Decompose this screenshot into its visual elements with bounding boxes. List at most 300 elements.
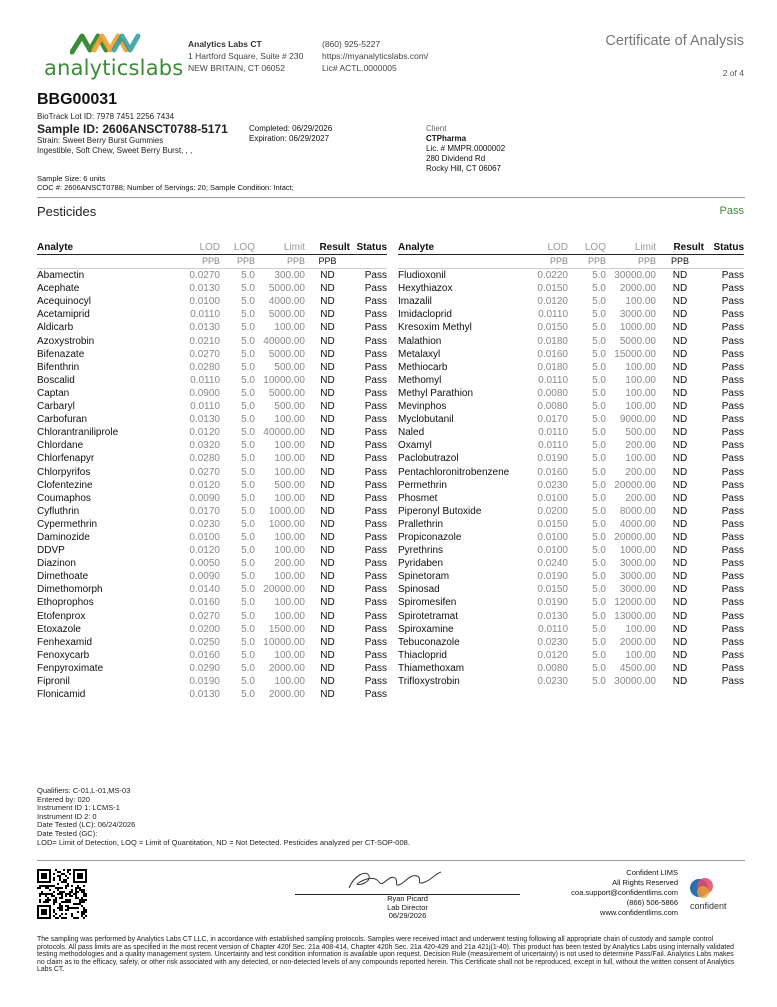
- table-row: [398, 649, 744, 662]
- analyte-name: Paclobutrazol: [398, 453, 459, 465]
- lod-value: 0.0160: [189, 649, 220, 661]
- table-row: [37, 361, 387, 374]
- lod-value: 0.0900: [189, 387, 220, 399]
- status-value: Pass: [721, 322, 744, 334]
- analyte-name: Spirotetramat: [398, 610, 459, 622]
- result-value: ND: [672, 453, 688, 465]
- result-value: ND: [672, 649, 688, 661]
- analyte-name: Thiamethoxam: [398, 662, 465, 674]
- table-row: [398, 387, 744, 400]
- limit-value: 30000.00: [614, 270, 656, 282]
- analyte-name: Trifloxystrobin: [398, 676, 460, 687]
- lod-value: 0.0150: [537, 322, 568, 334]
- table-row: [37, 452, 387, 465]
- unit-limit: PPB: [255, 255, 305, 269]
- loq-value: 5.0: [241, 270, 255, 282]
- lod-value: 0.0110: [538, 374, 568, 386]
- analyte-name: Fipronil: [37, 676, 70, 687]
- result-value: ND: [672, 571, 688, 583]
- table-row: [398, 623, 744, 636]
- limit-value: 1000.00: [268, 518, 305, 530]
- result-value: ND: [672, 283, 688, 295]
- analyte-name: Acephate: [37, 283, 80, 295]
- table-row: [398, 439, 744, 452]
- loq-value: 5.0: [241, 401, 255, 413]
- result-value: ND: [672, 584, 688, 596]
- result-value: ND: [320, 545, 335, 557]
- status-value: Pass: [364, 322, 387, 334]
- limit-value: 100.00: [625, 649, 656, 661]
- table-row: [398, 269, 744, 283]
- result-value: ND: [672, 636, 688, 648]
- table-row: [37, 282, 387, 295]
- limit-value: 500.00: [625, 427, 656, 439]
- loq-value: 5.0: [241, 676, 255, 687]
- analyte-name: Cyfluthrin: [37, 505, 80, 517]
- status-value: Pass: [364, 610, 387, 622]
- loq-value: 5.0: [241, 453, 255, 465]
- analyte-name: Etoxazole: [37, 623, 81, 635]
- limit-value: 1500.00: [268, 623, 305, 635]
- status-value: Pass: [364, 348, 387, 360]
- table-row: [398, 348, 744, 361]
- status-value: Pass: [721, 623, 744, 635]
- lab-website[interactable]: https://myanalyticslabs.com/: [322, 51, 429, 61]
- limit-value: 100.00: [274, 571, 305, 583]
- status-value: Pass: [721, 414, 744, 426]
- result-value: ND: [320, 374, 335, 386]
- loq-value: 5.0: [592, 545, 606, 557]
- lod-value: 0.0090: [189, 571, 220, 583]
- table-row: [37, 466, 387, 479]
- lod-value: 0.0110: [190, 401, 220, 413]
- confident-wordmark: confident: [690, 901, 727, 911]
- lod-value: 0.0180: [537, 361, 568, 373]
- loq-value: 5.0: [241, 584, 255, 596]
- status-value: Pass: [721, 283, 744, 295]
- limit-value: 10000.00: [263, 636, 305, 648]
- result-value: ND: [672, 401, 688, 413]
- loq-value: 5.0: [592, 270, 606, 282]
- loq-value: 5.0: [592, 636, 606, 648]
- status-value: Pass: [364, 440, 387, 452]
- analyte-name: Methiocarb: [398, 361, 448, 373]
- loq-value: 5.0: [592, 414, 606, 426]
- result-value: ND: [672, 545, 688, 557]
- lod-value: 0.0230: [189, 518, 220, 530]
- table-row: [398, 570, 744, 583]
- status-value: Pass: [364, 466, 387, 478]
- result-value: ND: [320, 401, 335, 413]
- lod-value: 0.0220: [537, 270, 568, 282]
- lod-value: 0.0190: [537, 453, 568, 465]
- status-value: Pass: [721, 597, 744, 609]
- loq-value: 5.0: [241, 492, 255, 504]
- result-value: ND: [672, 518, 688, 530]
- limit-value: 3000.00: [619, 558, 656, 570]
- result-value: ND: [672, 270, 688, 282]
- table-row: [37, 321, 387, 334]
- status-value: Pass: [364, 597, 387, 609]
- limit-value: 20000.00: [263, 584, 305, 596]
- loq-value: 5.0: [241, 283, 255, 295]
- status-value: Pass: [721, 492, 744, 504]
- analyte-name: Fenhexamid: [37, 636, 93, 648]
- limit-value: 500.00: [274, 401, 305, 413]
- status-value: Pass: [364, 623, 387, 635]
- limit-value: 100.00: [274, 414, 305, 426]
- coc-info: COC #: 2606ANSCT0788; Number of Servings: 20; Sample Condition: Intact;: [37, 183, 294, 192]
- limit-value: 100.00: [274, 597, 305, 609]
- lod-value: 0.0130: [189, 322, 220, 334]
- result-value: ND: [672, 335, 688, 347]
- analyte-name: Thiacloprid: [398, 649, 447, 661]
- status-value: Pass: [721, 309, 744, 321]
- lod-value: 0.0110: [538, 427, 568, 439]
- analyte-name: Malathion: [398, 335, 442, 347]
- status-value: Pass: [721, 427, 744, 439]
- limit-value: 4000.00: [268, 296, 305, 308]
- loq-value: 5.0: [241, 387, 255, 399]
- limit-value: 1000.00: [619, 545, 656, 557]
- status-value: Pass: [364, 505, 387, 517]
- limit-value: 1000.00: [268, 505, 305, 517]
- loq-value: 5.0: [241, 427, 255, 439]
- qr-code-icon: [37, 869, 87, 919]
- status-value: Pass: [721, 584, 744, 596]
- table-row: [398, 662, 744, 675]
- limit-value: 30000.00: [614, 676, 656, 687]
- lod-value: 0.0200: [189, 623, 220, 635]
- table-row: [37, 400, 387, 413]
- lod-value: 0.0080: [537, 401, 568, 413]
- lims-website[interactable]: www.confidentlims.com: [600, 908, 678, 917]
- loq-value: 5.0: [241, 505, 255, 517]
- loq-value: 5.0: [592, 597, 606, 609]
- loq-value: 5.0: [241, 309, 255, 321]
- analyte-name: Bifenthrin: [37, 361, 80, 373]
- analyte-name: Ethoprophos: [37, 597, 94, 609]
- status-value: Pass: [364, 374, 387, 386]
- table-row: [37, 439, 387, 452]
- table-row: [37, 295, 387, 308]
- pesticides-table-left: [37, 241, 387, 701]
- status-value: Pass: [721, 505, 744, 517]
- result-value: ND: [320, 531, 335, 543]
- limit-value: 3000.00: [619, 571, 656, 583]
- lod-value: 0.0250: [189, 636, 220, 648]
- analyte-name: Propiconazole: [398, 531, 462, 543]
- status-value: Pass: [364, 558, 387, 570]
- limit-value: 13000.00: [614, 610, 656, 622]
- status-value: Pass: [721, 453, 744, 465]
- limit-value: 200.00: [274, 558, 305, 570]
- loq-value: 5.0: [592, 479, 606, 491]
- lod-value: 0.0110: [190, 374, 220, 386]
- lod-value: 0.0120: [189, 479, 220, 491]
- table-row: [398, 544, 744, 557]
- result-value: ND: [320, 518, 335, 530]
- signatory-title: Lab Director: [387, 902, 428, 912]
- lod-value: 0.0230: [537, 636, 568, 648]
- lab-license: Lic# ACTL.0000005: [322, 63, 397, 73]
- table-row: [37, 426, 387, 439]
- result-value: ND: [320, 571, 335, 583]
- lod-value: 0.0110: [538, 309, 568, 321]
- result-value: ND: [320, 361, 335, 373]
- table-row: [37, 518, 387, 531]
- col-status: Status: [704, 241, 744, 255]
- status-value: Pass: [364, 636, 387, 648]
- result-value: ND: [320, 479, 335, 491]
- lims-rights: All Rights Reserved: [612, 878, 678, 887]
- table-row: [37, 610, 387, 623]
- analyte-name: Oxamyl: [398, 440, 432, 452]
- analyte-name: Acequinocyl: [37, 296, 91, 308]
- table-row: [37, 308, 387, 321]
- limit-value: 100.00: [625, 374, 656, 386]
- table-row: [37, 544, 387, 557]
- col-limit: Limit: [606, 241, 656, 255]
- table-row: [398, 466, 744, 479]
- status-value: Pass: [721, 636, 744, 648]
- client-address-2: Rocky Hill, CT 06067: [426, 164, 501, 173]
- loq-value: 5.0: [241, 374, 255, 386]
- lod-value: 0.0130: [189, 414, 220, 426]
- status-value: Pass: [721, 296, 744, 308]
- loq-value: 5.0: [592, 361, 606, 373]
- analyte-name: Naled: [398, 427, 425, 439]
- result-value: ND: [320, 296, 335, 308]
- limit-value: 4500.00: [619, 662, 656, 674]
- table-row: [398, 492, 744, 505]
- status-value: Pass: [721, 387, 744, 399]
- limit-value: 40000.00: [263, 427, 305, 439]
- table-row: [398, 583, 744, 596]
- analyte-name: Chlorantraniliprole: [37, 427, 119, 439]
- loq-value: 5.0: [592, 505, 606, 517]
- table-row: [37, 688, 387, 701]
- col-status: Status: [350, 241, 387, 255]
- table-row: [37, 387, 387, 400]
- analyte-name: Myclobutanil: [398, 414, 454, 426]
- status-value: Pass: [721, 662, 744, 674]
- table-row: [37, 649, 387, 662]
- result-value: ND: [320, 492, 335, 504]
- limit-value: 9000.00: [619, 414, 656, 426]
- analyte-name: Carbofuran: [37, 414, 88, 426]
- table-row: [398, 452, 744, 465]
- limit-value: 5000.00: [268, 309, 305, 321]
- qualifiers: Qualifiers: C-01,L-01,MS-03: [37, 786, 131, 795]
- result-value: ND: [672, 414, 688, 426]
- client-info: [426, 124, 505, 174]
- col-result: Result: [656, 241, 704, 255]
- status-value: Pass: [721, 610, 744, 622]
- status-value: Pass: [364, 387, 387, 399]
- table-row: [398, 518, 744, 531]
- result-value: ND: [672, 662, 688, 674]
- lod-value: 0.0270: [189, 348, 220, 360]
- unit-result: PPB: [656, 255, 704, 269]
- lims-email[interactable]: coa.support@confidentlims.com: [571, 888, 678, 897]
- unit-limit: PPB: [606, 255, 656, 269]
- analyte-name: Fenoxycarb: [37, 649, 90, 661]
- limit-value: 100.00: [625, 361, 656, 373]
- unit-loq: PPB: [568, 255, 606, 269]
- result-value: ND: [320, 270, 335, 282]
- sample-id: Sample ID: 2606ANSCT0788-5171: [37, 122, 228, 136]
- loq-value: 5.0: [241, 531, 255, 543]
- table-row: [398, 400, 744, 413]
- lod-value: 0.0160: [189, 597, 220, 609]
- result-value: ND: [672, 361, 688, 373]
- limit-value: 8000.00: [619, 505, 656, 517]
- status-value: Pass: [364, 361, 387, 373]
- lod-value: 0.0080: [537, 662, 568, 674]
- loq-value: 5.0: [592, 440, 606, 452]
- table-row: [37, 505, 387, 518]
- limit-value: 100.00: [625, 623, 656, 635]
- loq-value: 5.0: [241, 466, 255, 478]
- result-value: ND: [672, 597, 688, 609]
- status-value: Pass: [721, 545, 744, 557]
- result-value: ND: [672, 309, 688, 321]
- analyte-name: Daminozide: [37, 531, 90, 543]
- client-name: CTPharma: [426, 134, 467, 143]
- lims-phone: (866) 506-5866: [626, 898, 678, 907]
- analyte-name: Tebuconazole: [398, 636, 460, 648]
- lod-value: 0.0050: [189, 558, 220, 570]
- loq-value: 5.0: [592, 662, 606, 674]
- result-value: ND: [320, 414, 335, 426]
- loq-value: 5.0: [241, 440, 255, 452]
- logo-wordmark: analyticslabs: [44, 56, 184, 80]
- page-number: 2 of 4: [722, 68, 744, 78]
- table-row: [398, 295, 744, 308]
- result-value: ND: [320, 636, 335, 648]
- analyte-name: Permethrin: [398, 479, 447, 491]
- lod-value: 0.0270: [189, 270, 220, 282]
- status-value: Pass: [721, 518, 744, 530]
- result-value: ND: [672, 531, 688, 543]
- date-tested-lc: Date Tested (LC): 06/24/2026: [37, 820, 136, 830]
- result-value: ND: [672, 387, 688, 399]
- lod-value: 0.0200: [537, 505, 568, 517]
- lab-info: [188, 38, 303, 74]
- table-row: [37, 570, 387, 583]
- result-value: ND: [672, 348, 688, 360]
- limit-value: 100.00: [274, 453, 305, 465]
- lod-value: 0.0150: [537, 283, 568, 295]
- lod-value: 0.0130: [189, 283, 220, 295]
- table-row: [37, 374, 387, 387]
- loq-value: 5.0: [241, 623, 255, 635]
- table-row: [398, 610, 744, 623]
- limit-value: 2000.00: [268, 689, 305, 701]
- loq-value: 5.0: [592, 584, 606, 596]
- table-row: [37, 413, 387, 426]
- test-notes: [37, 787, 410, 847]
- result-value: ND: [320, 649, 335, 661]
- col-analyte: Analyte: [398, 241, 525, 255]
- limit-value: 200.00: [625, 466, 656, 478]
- analyte-name: Spinosad: [398, 584, 440, 596]
- result-value: ND: [320, 322, 335, 334]
- loq-value: 5.0: [241, 479, 255, 491]
- table-row: [37, 492, 387, 505]
- limit-value: 10000.00: [263, 374, 305, 386]
- col-lod: LOD: [525, 241, 568, 255]
- status-value: Pass: [364, 545, 387, 557]
- limit-value: 100.00: [274, 649, 305, 661]
- status-value: Pass: [721, 676, 744, 687]
- entered-by: Entered by: 020: [37, 794, 90, 804]
- result-value: ND: [320, 466, 335, 478]
- section-title: Pesticides: [37, 204, 97, 219]
- analyte-name: Piperonyl Butoxide: [398, 505, 482, 517]
- lod-value: 0.0170: [537, 414, 568, 426]
- lod-value: 0.0180: [537, 335, 568, 347]
- result-value: ND: [672, 623, 688, 635]
- loq-value: 5.0: [241, 571, 255, 583]
- lab-phone: (860) 925-5227: [322, 39, 381, 49]
- confident-logo-icon: [689, 876, 715, 900]
- limit-value: 200.00: [625, 440, 656, 452]
- loq-value: 5.0: [592, 623, 606, 635]
- result-value: ND: [672, 440, 688, 452]
- result-value: ND: [672, 466, 688, 478]
- analyte-name: Captan: [37, 387, 70, 399]
- loq-value: 5.0: [592, 401, 606, 413]
- lod-value: 0.0110: [190, 309, 220, 321]
- table-row: [398, 413, 744, 426]
- lod-value: 0.0100: [537, 492, 568, 504]
- loq-value: 5.0: [592, 558, 606, 570]
- limit-value: 100.00: [625, 453, 656, 465]
- result-value: ND: [672, 492, 688, 504]
- lod-value: 0.0230: [537, 479, 568, 491]
- loq-value: 5.0: [241, 322, 255, 334]
- result-value: ND: [672, 676, 688, 687]
- analyte-name: Spiroxamine: [398, 623, 454, 635]
- result-value: ND: [320, 676, 335, 687]
- analyte-name: Methyl Parathion: [398, 387, 474, 399]
- result-value: ND: [320, 440, 335, 452]
- lod-value: 0.0120: [189, 545, 220, 557]
- loq-value: 5.0: [592, 531, 606, 543]
- analyte-name: Aldicarb: [37, 322, 74, 334]
- limit-value: 500.00: [274, 479, 305, 491]
- status-value: Pass: [364, 401, 387, 413]
- result-value: ND: [320, 283, 335, 295]
- table-row: [398, 361, 744, 374]
- lod-value: 0.0150: [537, 584, 568, 596]
- client-address-1: 280 Dividend Rd: [426, 154, 486, 163]
- table-row: [398, 531, 744, 544]
- lod-value: 0.0160: [537, 348, 568, 360]
- sample-meta: [37, 174, 294, 192]
- unit-loq: PPB: [220, 255, 255, 269]
- client-license: Lic. # MMPR.0000002: [426, 144, 506, 153]
- loq-value: 5.0: [592, 427, 606, 439]
- status-value: Pass: [721, 270, 744, 282]
- status-value: Pass: [721, 571, 744, 583]
- lod-value: 0.0160: [537, 466, 568, 478]
- lod-value: 0.0110: [538, 623, 568, 635]
- result-value: ND: [320, 335, 335, 347]
- limit-value: 100.00: [274, 492, 305, 504]
